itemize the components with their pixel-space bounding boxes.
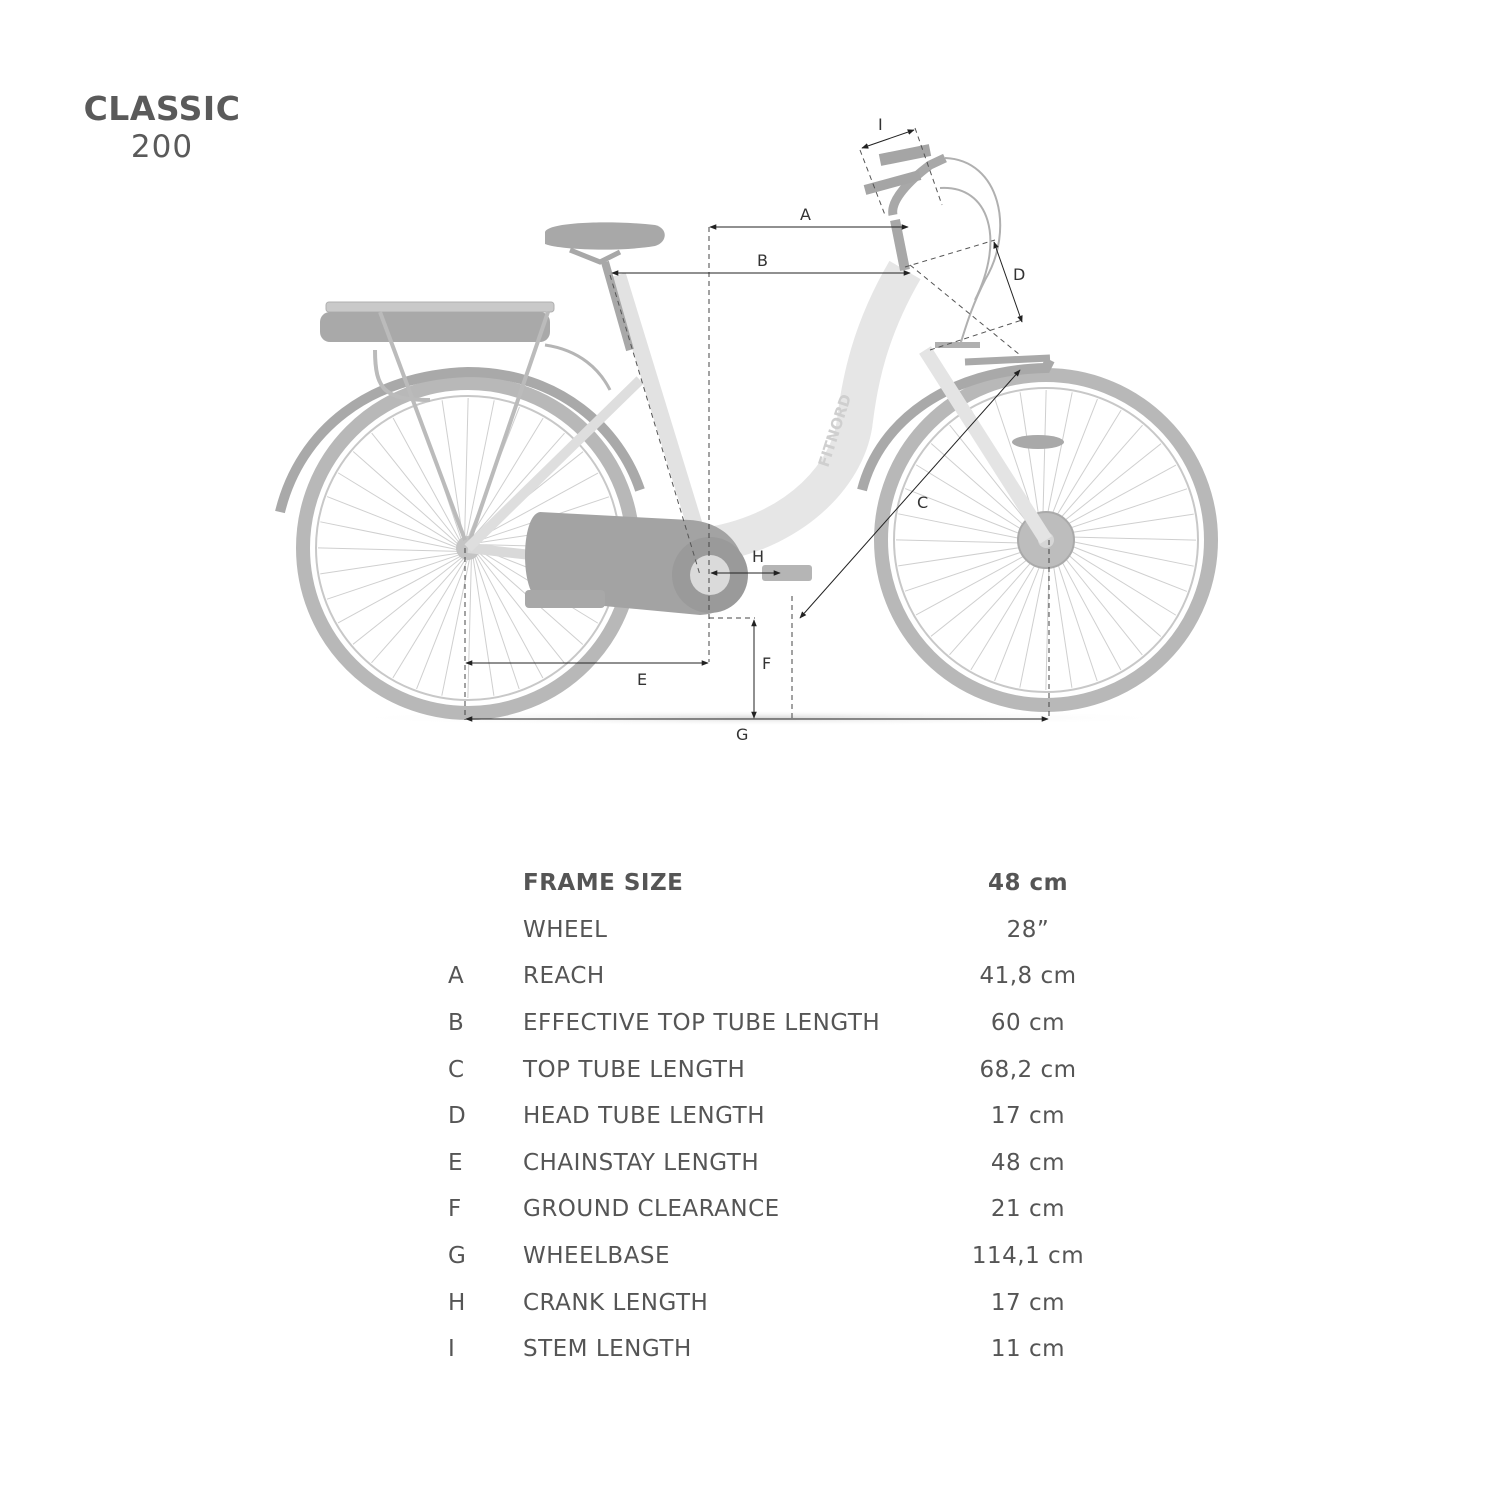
dim-label-g: G — [736, 725, 749, 744]
row-value: 60 cm — [990, 1010, 1066, 1037]
dim-label-d: D — [1013, 265, 1026, 284]
dim-line-i — [862, 130, 914, 148]
dim-label-f: F — [762, 654, 772, 673]
table-row — [432, 1093, 1093, 1140]
model-name: CLASSIC — [83, 89, 241, 128]
wheel-spoke — [353, 557, 463, 645]
row-value: 17 cm — [990, 1289, 1066, 1316]
table-row — [432, 1233, 1093, 1280]
row-code: B — [448, 1010, 465, 1037]
table-row — [432, 1140, 1093, 1187]
row-code: G — [448, 1243, 467, 1270]
wheel-spoke — [353, 451, 458, 544]
dim-label-i: I — [878, 115, 883, 134]
row-label: HEAD TUBE LENGTH — [523, 1103, 765, 1130]
table-row — [432, 1326, 1093, 1373]
wheel-spoke — [442, 400, 463, 539]
row-code: H — [448, 1289, 466, 1316]
wheel-spoke — [1046, 399, 1097, 530]
row-label: WHEELBASE — [523, 1243, 671, 1270]
wheel-spoke — [1055, 514, 1194, 535]
table-row — [432, 1186, 1093, 1233]
saddle — [545, 222, 665, 249]
row-label: TOP TUBE LENGTH — [523, 1056, 746, 1083]
row-value: 68,2 cm — [979, 1056, 1077, 1083]
header-code — [432, 860, 523, 907]
bike-illustration — [280, 150, 1211, 713]
wheel-spoke — [1055, 537, 1196, 541]
wheel-spoke — [465, 398, 469, 539]
row-code — [432, 907, 523, 954]
frame-brand-text: FITNORD — [814, 391, 856, 470]
row-value: 28” — [1006, 916, 1050, 943]
wheel-spoke — [949, 549, 1042, 654]
wheel-spoke — [327, 497, 458, 548]
table-header-row — [432, 860, 1093, 907]
wheel-spoke — [393, 558, 466, 678]
wheel-spoke — [1048, 410, 1121, 530]
dim-label-c: C — [917, 493, 929, 512]
row-value: 48 cm — [990, 1149, 1066, 1176]
table-row — [432, 907, 1093, 954]
wheel-spoke — [1055, 543, 1160, 636]
wheel-spoke — [338, 473, 458, 546]
wheel-spoke — [1043, 390, 1047, 531]
battery-pack — [320, 312, 550, 342]
wheel-spoke — [371, 557, 464, 662]
row-code: F — [448, 1196, 462, 1223]
row-code: E — [448, 1149, 464, 1176]
table-row — [432, 1046, 1093, 1093]
wheel-spoke — [1056, 542, 1176, 615]
handlebar — [893, 158, 945, 215]
model-number: 200 — [130, 129, 194, 165]
wheel-spoke — [898, 545, 1037, 566]
row-value: 21 cm — [990, 1196, 1066, 1223]
front-light — [1012, 435, 1064, 449]
wheel-spoke — [896, 540, 1037, 544]
row-code: A — [448, 963, 465, 990]
table-row — [432, 1000, 1093, 1047]
row-label: REACH — [523, 963, 605, 990]
row-value: 11 cm — [990, 1336, 1066, 1363]
row-code: C — [448, 1056, 465, 1083]
row-label: STEM LENGTH — [523, 1336, 692, 1363]
geometry-table — [432, 860, 1093, 1373]
wheel-spoke — [318, 548, 459, 552]
row-value: 114,1 cm — [971, 1243, 1085, 1270]
table-row — [432, 1279, 1093, 1326]
row-code: D — [448, 1103, 467, 1130]
row-value: 41,8 cm — [979, 963, 1077, 990]
row-label: WHEEL — [523, 916, 608, 943]
dim-label-e: E — [637, 670, 648, 689]
row-code: I — [448, 1336, 456, 1363]
wheel-spoke — [473, 557, 494, 696]
dimension-lines — [465, 128, 1049, 720]
dim-label-h: H — [752, 547, 765, 566]
wheel-spoke — [1055, 545, 1143, 655]
row-label: EFFECTIVE TOP TUBE LENGTH — [523, 1010, 881, 1037]
wheel-spoke — [417, 558, 468, 689]
wheel-spoke — [931, 549, 1041, 637]
wheel-spoke — [971, 550, 1044, 670]
wheel-spoke — [320, 553, 459, 574]
wheel-spoke — [1051, 549, 1072, 688]
wheel-spoke — [1051, 444, 1161, 532]
header-value: 48 cm — [987, 870, 1069, 897]
wheel-spoke — [468, 557, 472, 698]
dim-label-a: A — [800, 205, 811, 224]
wheel-spoke — [1056, 540, 1187, 591]
header-label: FRAME SIZE — [523, 870, 684, 897]
row-label: CRANK LENGTH — [523, 1289, 709, 1316]
row-value: 17 cm — [990, 1103, 1066, 1130]
row-label: CHAINSTAY LENGTH — [523, 1149, 760, 1176]
wheel-spoke — [995, 550, 1046, 681]
row-label: GROUND CLEARANCE — [523, 1196, 780, 1223]
dim-label-b: B — [757, 251, 768, 270]
table-row — [432, 953, 1093, 1000]
